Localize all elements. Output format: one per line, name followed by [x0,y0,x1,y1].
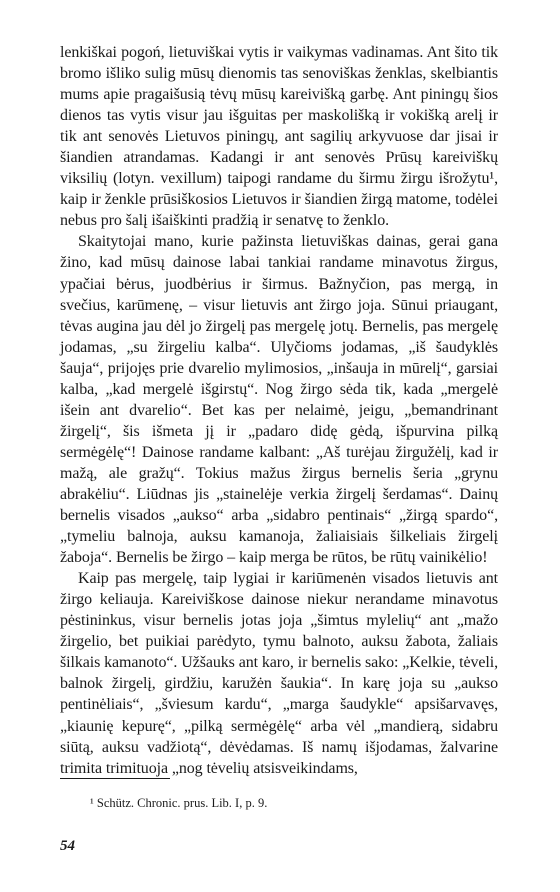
paragraph-2: Skaitytojai mano, kurie pažinsta lietuviškas dainas, gerai gana žino, kad mūsų dainose labai tankiai randame minavotus žirgus, ypačiai bėrus, juodbėrius ir širmus. Bažnyčion, pas mergą, in svečius, karūmenę, – visur lietuvis ant žirgo joja. Sūnui priaugant, tėvas augina jau dėl jo žirgelį pas mergelę jotų. Bernelis, pas mergelę jodamas, „su žirgeliu kalba“. Ulyčioms jodamas, „iš šaudyklės šauja“, prijojęs prie dvarelio mylimosios, „inšauja in mūrelį“, garsiai kalba, „kad mergelė išgirstų“. Nog žirgo sėda tik, kada „mergelė išein ant dvarelio“. Bet kas per nelaimė, jeigu, „bemandrinant žirgelį“, šis išmeta jį ir „padaro didę gėdą, išpurvina pilką sermėgėlę“! Dainose randame kalbant: „Aš turėjau žirgužėlį, kad ir mažą, ale gražų“. Tokius mažus žirgus bernelis šeria „grynu abrakėliu“. Liūdnas jis „stainelėje verkia žirgelį šerdamas“. Dainų bernelis visados „aukso“ arba „sidabro pentinais“ „žirgą spardo“, „tymeliu balnoja, auksu kamanoja, žaliaisiais šilkeliais žirgelį žaboja“. Bernelis be žirgo – kaip merga be rūtos, be rūtų vainikėlio! [60,233,498,567]
main-text [60,42,498,779]
footnote: ¹ Schütz. Chronic. prus. Lib. I, p. 9. [90,796,268,810]
page-number: 54 [60,838,75,854]
footnote-divider [60,778,170,779]
paragraph-3: Kaip pas mergelę, taip lygiai ir kariūmenėn visados lietuvis ant žirgo keliauja. Kareiviškose dainose niekur nerandame minavotus pėstininkus, visur bernelis jotas joja „šimtus mylelių“ ant „mažo žirgelio, bet puikiai parėdyto, tymu balnoto, auksu žabota, žaliais šilkais kamanoto“. Užšauks ant karo, ir bernelis sako: „Kelkie, tėveli, balnok žirgelį, girdžiu, karužėn šaukia“. In karę joja su „aukso pentinėliais“, „šviesum kardu“, „marga šaudykle“ apsišarvavęs, „kiaunię kepurę“, „pilką sermėgėlę“ arba vėl „mandierą, sidabru siūtą, auksu vadžiotą“, dėvėdamas. Iš namų išjodamas, žalvarine trimita trimituoja „nog tėvelių atsisveikindams, [60,570,498,777]
paragraph-1: lenkiškai pogoń, lietuviškai vytis ir vaikymas vadinamas. Ant šito tik bromo išliko sulig mūsų dienomis tas senoviškas ženklas, skelbiantis mums apie pragaišusią tėvų mūsų kareivišką garbę. Ant piningų šios dienos tas vytis visur jau išguitas per maskolišką ir vokišką arelį ir tik ant senovės Lietuvos piningų, ant sagilių arkyvuose dar jisai ir šiandien atrandamas. Kadangi ir ant senovės Prūsų kareiviškų viksilių (lotyn. vexillum) taipogi randame du širmu žirgu išrožytu¹, kaip ir ženkle prūsiškosios Lietuvos ir šiandien žirgą matome, todėlei nebus pro šalį išaiškinti pradžią ir senatvę to ženklo. [60,44,498,230]
